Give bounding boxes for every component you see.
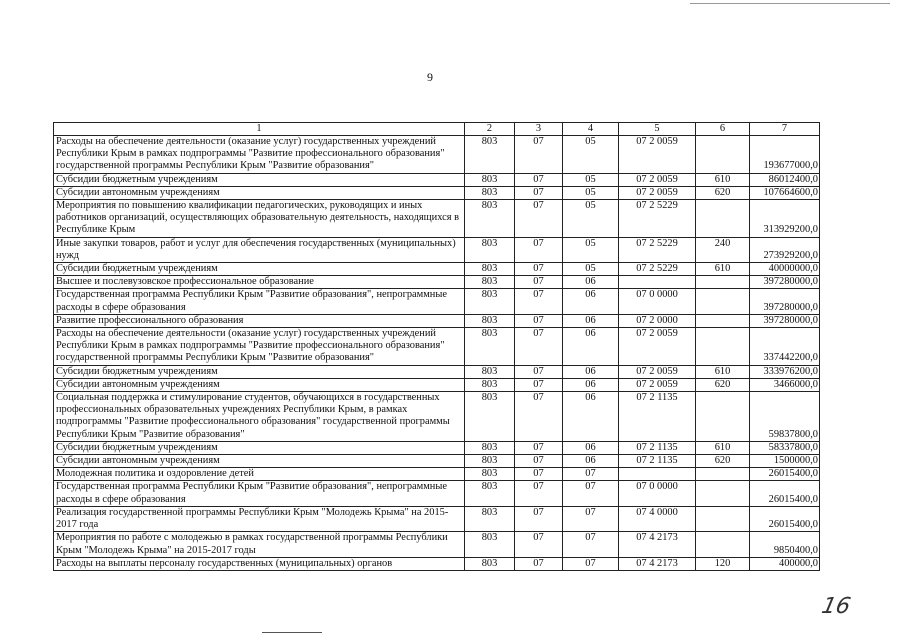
cell-subsection-code: 07 [563,557,619,570]
cell-section-code: 07 [515,441,563,454]
cell-ved-code: 803 [465,481,515,506]
cell-target-article: 07 2 0059 [619,173,696,186]
cell-subsection-code: 06 [563,328,619,366]
cell-ved-code: 803 [465,441,515,454]
cell-amount: 273929200,0 [750,237,820,262]
cell-amount: 397280000,0 [750,276,820,289]
cell-target-article: 07 2 1135 [619,441,696,454]
cell-target-article: 07 2 0059 [619,365,696,378]
cell-ved-code: 803 [465,328,515,366]
header-col-2: 2 [465,123,515,136]
cell-subsection-code: 06 [563,289,619,314]
cell-section-code: 07 [515,186,563,199]
cell-amount: 9850400,0 [750,532,820,557]
cell-name: Субсидии бюджетным учреждениям [54,263,465,276]
table-header-row [54,123,820,136]
cell-name: Государственная программа Республики Крым "Развитие образования", непрограммные расходы в сфере образования [54,289,465,314]
cell-target-article: 07 2 0059 [619,186,696,199]
cell-subsection-code: 07 [563,506,619,531]
cell-name: Субсидии бюджетным учреждениям [54,365,465,378]
table-row [54,289,820,314]
cell-subsection-code: 07 [563,468,619,481]
cell-subsection-code: 05 [563,263,619,276]
cell-subsection-code: 06 [563,378,619,391]
cell-ved-code: 803 [465,173,515,186]
scan-artifact-top [690,3,890,4]
cell-ved-code: 803 [465,314,515,327]
cell-expense-type [696,468,750,481]
handwritten-page-mark: 16 [819,594,853,619]
header-col-6: 6 [696,123,750,136]
cell-ved-code: 803 [465,365,515,378]
cell-subsection-code: 05 [563,173,619,186]
cell-expense-type [696,200,750,238]
cell-expense-type: 120 [696,557,750,570]
cell-subsection-code: 06 [563,455,619,468]
table-row [54,532,820,557]
cell-target-article: 07 0 0000 [619,481,696,506]
header-col-7: 7 [750,123,820,136]
cell-section-code: 07 [515,289,563,314]
cell-subsection-code: 05 [563,237,619,262]
cell-amount: 107664600,0 [750,186,820,199]
header-col-3: 3 [515,123,563,136]
cell-subsection-code: 05 [563,200,619,238]
cell-ved-code: 803 [465,506,515,531]
cell-ved-code: 803 [465,455,515,468]
table-row [54,263,820,276]
table-row [54,237,820,262]
cell-expense-type [696,276,750,289]
header-col-1: 1 [54,123,465,136]
cell-amount: 333976200,0 [750,365,820,378]
cell-amount: 40000000,0 [750,263,820,276]
cell-subsection-code: 06 [563,392,619,442]
cell-target-article [619,468,696,481]
cell-target-article: 07 2 0059 [619,328,696,366]
cell-expense-type: 620 [696,455,750,468]
cell-target-article: 07 2 0059 [619,378,696,391]
table-body [54,136,820,571]
cell-ved-code: 803 [465,557,515,570]
page-number: 9 [427,70,433,84]
cell-ved-code: 803 [465,200,515,238]
cell-expense-type [696,532,750,557]
cell-subsection-code: 07 [563,481,619,506]
cell-amount: 59837800,0 [750,392,820,442]
table-row [54,314,820,327]
cell-target-article: 07 4 2173 [619,532,696,557]
cell-amount: 400000,0 [750,557,820,570]
cell-name: Мероприятия по работе с молодежью в рамках государственной программы Республики Крым "Молодежь Крыма" на 2015-2017 годы [54,532,465,557]
cell-amount: 3466000,0 [750,378,820,391]
cell-target-article [619,276,696,289]
cell-target-article: 07 4 2173 [619,557,696,570]
cell-name: Развитие профессионального образования [54,314,465,327]
cell-section-code: 07 [515,481,563,506]
cell-expense-type: 620 [696,378,750,391]
table-row [54,481,820,506]
cell-expense-type [696,328,750,366]
cell-target-article: 07 2 5229 [619,237,696,262]
cell-amount: 58337800,0 [750,441,820,454]
cell-target-article: 07 2 5229 [619,263,696,276]
table-row [54,186,820,199]
cell-expense-type: 610 [696,263,750,276]
cell-target-article: 07 0 0000 [619,289,696,314]
cell-name: Иные закупки товаров, работ и услуг для обеспечения государственных (муниципальных) нужд [54,237,465,262]
cell-amount: 26015400,0 [750,468,820,481]
table-row [54,557,820,570]
cell-expense-type: 610 [696,365,750,378]
cell-section-code: 07 [515,532,563,557]
cell-name: Социальная поддержка и стимулирование студентов, обучающихся в государственных профессиональных образовательных учреждениях Республики Крым, в рамках подпрограммы "Развитие профессионального образования" государственной программы Республики Крым "Развитие образования" [54,392,465,442]
cell-expense-type: 610 [696,173,750,186]
cell-ved-code: 803 [465,136,515,174]
cell-amount: 26015400,0 [750,506,820,531]
cell-expense-type [696,506,750,531]
cell-ved-code: 803 [465,237,515,262]
cell-expense-type [696,392,750,442]
cell-name: Субсидии автономным учреждениям [54,378,465,391]
cell-subsection-code: 07 [563,532,619,557]
cell-target-article: 07 2 0000 [619,314,696,327]
cell-section-code: 07 [515,557,563,570]
cell-name: Расходы на обеспечение деятельности (оказание услуг) государственных учреждений Республики Крым в рамках подпрограммы "Развитие профессионального образования" государственной программы Республики Крым "Развитие образования" [54,328,465,366]
cell-ved-code: 803 [465,276,515,289]
table-row [54,455,820,468]
cell-target-article: 07 2 5229 [619,200,696,238]
cell-amount: 337442200,0 [750,328,820,366]
scan-artifact-bottom [262,632,322,633]
cell-amount: 86012400,0 [750,173,820,186]
cell-section-code: 07 [515,237,563,262]
cell-expense-type: 620 [696,186,750,199]
cell-section-code: 07 [515,276,563,289]
cell-expense-type [696,481,750,506]
cell-name: Реализация государственной программы Республики Крым "Молодежь Крыма" на 2015-2017 года [54,506,465,531]
cell-amount: 26015400,0 [750,481,820,506]
cell-name: Мероприятия по повышению квалификации педагогических, руководящих и иных работников организаций, осуществляющих образовательную деятельность, находящихся в Республике Крым [54,200,465,238]
cell-ved-code: 803 [465,289,515,314]
cell-section-code: 07 [515,314,563,327]
cell-expense-type: 240 [696,237,750,262]
cell-name: Расходы на выплаты персоналу государственных (муниципальных) органов [54,557,465,570]
cell-target-article: 07 2 1135 [619,455,696,468]
cell-ved-code: 803 [465,263,515,276]
table-row [54,276,820,289]
cell-section-code: 07 [515,378,563,391]
cell-section-code: 07 [515,136,563,174]
cell-section-code: 07 [515,365,563,378]
table-row [54,328,820,366]
cell-section-code: 07 [515,392,563,442]
table-row [54,173,820,186]
table-row [54,392,820,442]
cell-section-code: 07 [515,506,563,531]
header-col-5: 5 [619,123,696,136]
cell-section-code: 07 [515,455,563,468]
cell-name: Государственная программа Республики Крым "Развитие образования", непрограммные расходы в сфере образования [54,481,465,506]
table-row [54,441,820,454]
cell-ved-code: 803 [465,378,515,391]
cell-name: Субсидии бюджетным учреждениям [54,173,465,186]
cell-amount: 313929200,0 [750,200,820,238]
cell-subsection-code: 06 [563,314,619,327]
table-row [54,136,820,174]
cell-subsection-code: 06 [563,365,619,378]
cell-target-article: 07 4 0000 [619,506,696,531]
cell-amount: 1500000,0 [750,455,820,468]
cell-expense-type [696,289,750,314]
cell-target-article: 07 2 0059 [619,136,696,174]
cell-ved-code: 803 [465,392,515,442]
table-row [54,200,820,238]
cell-ved-code: 803 [465,468,515,481]
cell-name: Субсидии автономным учреждениям [54,186,465,199]
table-row [54,506,820,531]
cell-expense-type [696,314,750,327]
cell-name: Субсидии бюджетным учреждениям [54,441,465,454]
cell-subsection-code: 06 [563,441,619,454]
cell-section-code: 07 [515,173,563,186]
cell-subsection-code: 05 [563,186,619,199]
cell-ved-code: 803 [465,186,515,199]
cell-amount: 397280000,0 [750,314,820,327]
cell-section-code: 07 [515,200,563,238]
cell-amount: 397280000,0 [750,289,820,314]
cell-ved-code: 803 [465,532,515,557]
cell-subsection-code: 05 [563,136,619,174]
table-row [54,365,820,378]
budget-table [53,122,820,571]
table-row [54,378,820,391]
cell-amount: 193677000,0 [750,136,820,174]
cell-expense-type: 610 [696,441,750,454]
cell-expense-type [696,136,750,174]
table-row [54,468,820,481]
cell-section-code: 07 [515,328,563,366]
cell-subsection-code: 06 [563,276,619,289]
cell-section-code: 07 [515,263,563,276]
cell-target-article: 07 2 1135 [619,392,696,442]
cell-name: Высшее и послевузовское профессиональное образование [54,276,465,289]
cell-name: Расходы на обеспечение деятельности (оказание услуг) государственных учреждений Республики Крым в рамках подпрограммы "Развитие профессионального образования" государственной программы Республики Крым "Развитие образования" [54,136,465,174]
header-col-4: 4 [563,123,619,136]
cell-name: Субсидии автономным учреждениям [54,455,465,468]
cell-section-code: 07 [515,468,563,481]
cell-name: Молодежная политика и оздоровление детей [54,468,465,481]
